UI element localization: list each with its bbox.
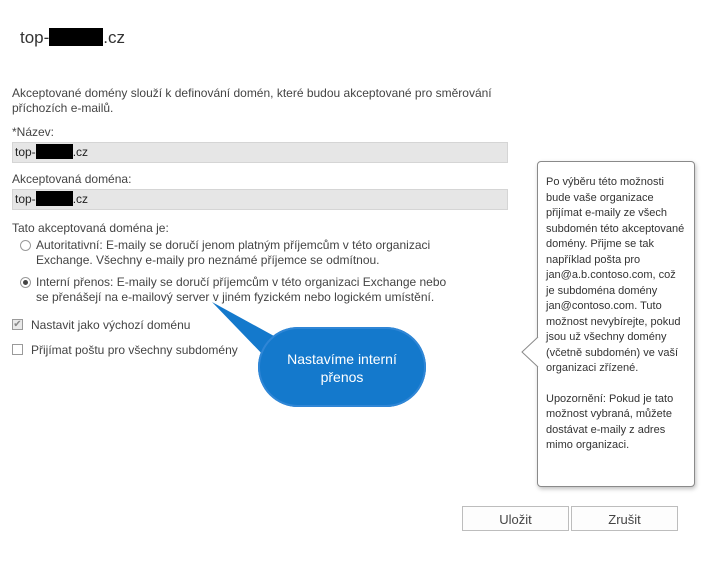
checkbox-default-domain-box[interactable]: ✔ [13,319,22,330]
checkbox-subdomains-label: Přijímat poštu pro všechny subdomény [31,343,238,357]
redacted-block [49,28,103,46]
save-button[interactable]: Uložit [462,506,569,531]
name-field-prefix: top- [15,145,36,159]
cancel-button[interactable]: Zrušit [571,506,678,531]
radio-internal-relay-label: Interní přenos: E-maily se doručí příjemcům v této organizaci Exchange nebo se přenášejí na e-mailový server v jiném fyzickém nebo logickém umístění. [36,275,447,304]
annotation-callout [258,327,426,407]
domain-field-prefix: top- [15,192,36,206]
name-label: *Název: [12,125,55,139]
subdomains-help-tooltip [537,161,695,487]
tooltip-arrow-icon [521,337,539,367]
callout-line-1: Nastavíme interní [287,351,397,367]
domain-type-label: Tato akceptovaná doména je: [12,221,169,235]
callout-line-2: přenos [320,369,364,385]
redacted-block [36,144,73,159]
redacted-block [36,191,73,206]
name-field-suffix: .cz [72,145,89,159]
domain-field-suffix: .cz [72,192,89,206]
domain-label: Akceptovaná doména: [12,172,132,186]
radio-internal-relay-button[interactable] [20,277,31,288]
checkbox-default-domain-label: Nastavit jako výchozí doménu [31,318,191,332]
name-field[interactable] [12,142,508,163]
page-title [20,28,125,48]
domain-field[interactable] [12,189,508,210]
page-title-suffix: .cz [103,28,126,47]
checkbox-subdomains-box[interactable] [12,344,23,355]
tooltip-paragraph-2: Upozornění: Pokud je tato možnost vybraná, můžete dostávat e-maily z adres mimo organizaci. [546,392,674,451]
radio-authoritative-label: Autoritativní: E-maily se doručí jenom platným příjemcům v této organizaci Exchange. Všechny e-maily pro neznámé příjemce se odmítnou. [36,238,431,267]
page-title-prefix: top- [20,28,50,47]
intro-text: Akceptované domény slouží k definování domén, které budou akceptované pro směrování příchozích e-mailů. [12,86,492,115]
tooltip-paragraph-1: Po výběru této možnosti bude vaše organizace přijímat e-maily ze všech subdomén této akceptované domény. Přijme se tak například pošta pro jan@a.b.contoso.com, což je subdoména domény jan@contoso.com. Tuto možnost nevybírejte, pokud jsou už všechny domény (včetně subdomén) ve vaší organizaci zřízené. [546,176,685,374]
radio-authoritative-button[interactable] [20,240,31,251]
